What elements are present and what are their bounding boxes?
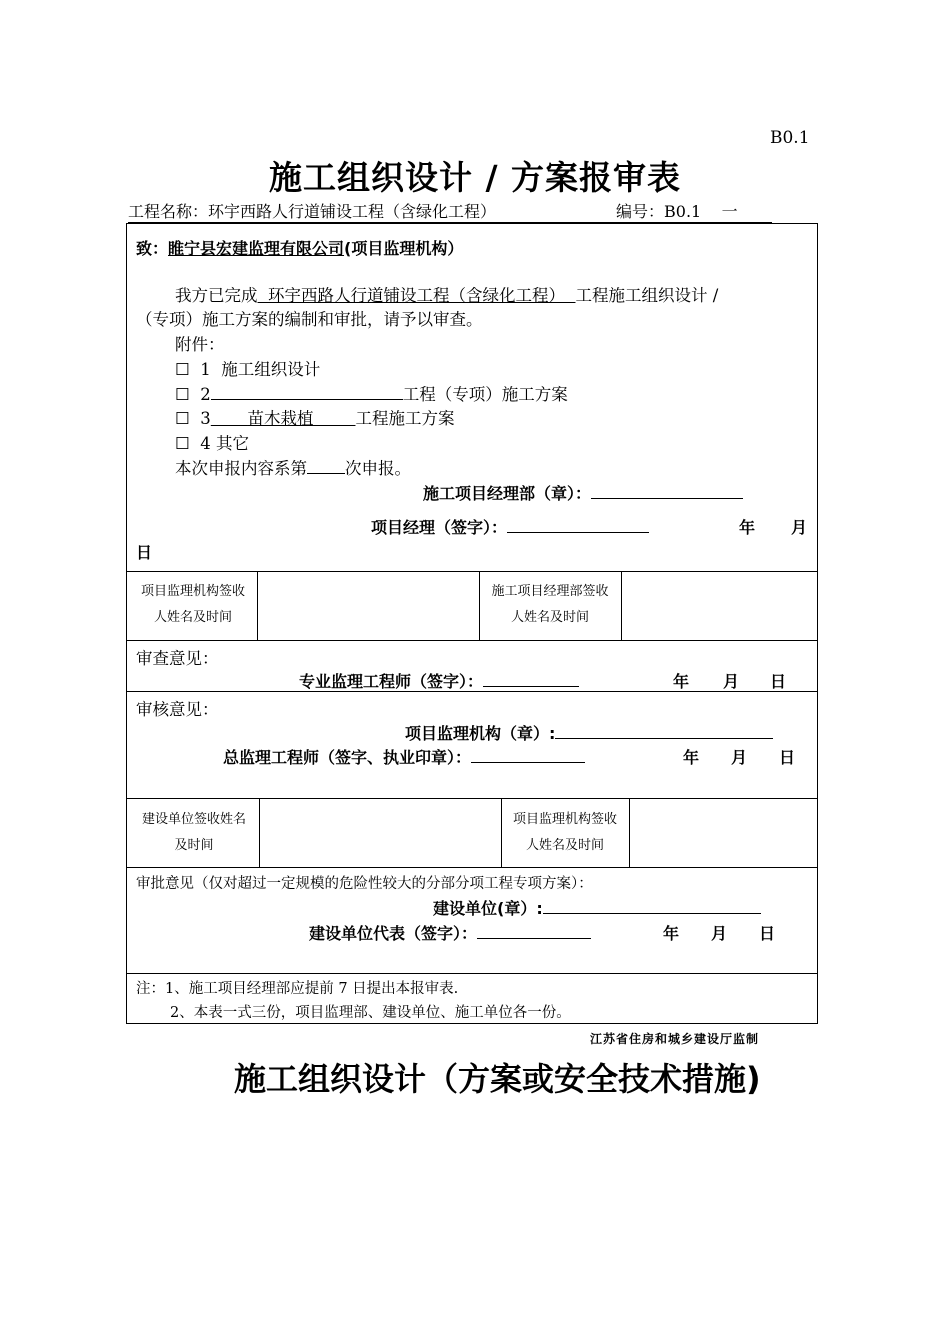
project-line (128, 202, 772, 223)
attachment-3 (175, 405, 454, 429)
receipt1-right-label: 施工项目经理部签收人姓名及时间 (491, 584, 609, 625)
project-number-suffix: 一 (721, 202, 738, 221)
approval-unit-label: 建设单位(章）: (433, 899, 543, 918)
approval-rep-blank[interactable] (477, 922, 591, 939)
project-number-label: 编号： (616, 202, 665, 221)
divider (127, 867, 817, 868)
audit-chief-blank[interactable] (471, 746, 585, 763)
attachment-4-text: 其它 (216, 434, 250, 453)
footer-issuer: 江苏省住房和城乡建设厅监制 (590, 1032, 760, 1046)
review-year: 年 (673, 672, 690, 691)
divider (629, 798, 630, 867)
body-line1-project: 环宇西路人行道铺设工程（含绿化工程） (268, 286, 565, 305)
attachment-2-num: 2 (200, 385, 211, 404)
second-title: 施工组织设计（方案或安全技术措施) (234, 1060, 761, 1098)
divider (127, 691, 817, 692)
receipt2-left-label: 建设单位签收姓名及时间 (141, 812, 246, 853)
audit-year: 年 (683, 748, 700, 767)
note-2: 2、本表一式三份，项目监理部、建设单位、施工单位各一份。 (170, 1005, 571, 1021)
addressee (136, 236, 463, 259)
approval-rep-label: 建设单位代表（签字）： (309, 924, 478, 943)
note-1: 注：1、施工项目经理部应提前 7 日提出本报审表. (136, 981, 459, 997)
form-title: 施工组织设计 / 方案报审表 (268, 158, 682, 197)
checkbox-icon[interactable]: ☐ (175, 385, 190, 404)
dept-seal (423, 481, 743, 504)
audit-org (405, 721, 773, 744)
body-line1-b: 工程施工组织设计 / (575, 286, 719, 305)
checkbox-icon[interactable]: ☐ (175, 409, 190, 428)
addressee-prefix: 致： (136, 239, 169, 258)
attachment-1 (175, 356, 320, 380)
divider (127, 640, 817, 641)
divider (127, 973, 817, 974)
project-number (616, 202, 738, 222)
manager-sign-blank[interactable] (507, 516, 649, 533)
approval-unit (433, 896, 761, 919)
project-name-value: 环宇西路人行道铺设工程（含绿化工程） (208, 202, 497, 221)
attachment-2-text: 工程（专项）施工方案 (402, 385, 568, 404)
submission-times-blank[interactable] (307, 457, 345, 474)
audit-chief (223, 745, 585, 768)
manager-sign-label: 项目经理（签字）： (371, 518, 508, 537)
attachment-2-blank[interactable] (211, 383, 403, 400)
approval-month: 月 (711, 924, 728, 943)
manager-month: 月 (791, 518, 808, 537)
divider (259, 798, 260, 867)
approval-year: 年 (663, 924, 680, 943)
addressee-suffix: (项目监理机构） (344, 239, 464, 258)
dept-seal-blank[interactable] (591, 482, 743, 499)
project-name-label: 工程名称： (128, 202, 209, 221)
audit-org-label: 项目监理机构（章）: (405, 724, 556, 743)
approval-label: 审批意见（仅对超过一定规模的危险性较大的分部分项工程专项方案）： (136, 876, 593, 892)
review-sign (299, 669, 579, 692)
submission-times (175, 455, 411, 479)
submission-times-b: 次申报。 (345, 459, 411, 478)
approval-form (126, 223, 818, 1024)
checkbox-icon[interactable]: ☐ (175, 434, 190, 453)
attachment-4-num: 4 (200, 434, 211, 453)
review-day: 日 (770, 672, 787, 691)
approval-day: 日 (759, 924, 776, 943)
attachment-1-num: 1 (200, 360, 211, 379)
approval-rep (309, 921, 591, 944)
receipt2-right-label: 项目监理机构签收人姓名及时间 (512, 812, 617, 853)
attachment-2 (175, 381, 568, 405)
attachment-4 (175, 430, 249, 454)
attachment-3-num: 3 (200, 409, 211, 428)
attachment-3-fill: 苗木栽植 (247, 409, 314, 428)
divider (257, 571, 258, 640)
review-sign-blank[interactable] (483, 670, 579, 687)
dept-seal-label: 施工项目经理部（章）： (423, 484, 592, 503)
body-line1-a: 我方已完成 (175, 286, 258, 305)
body-line1 (175, 282, 718, 306)
divider (127, 798, 817, 799)
attachments-label: 附件： (175, 335, 225, 354)
audit-month: 月 (731, 748, 748, 767)
submission-times-a: 本次申报内容系第 (175, 459, 307, 478)
audit-chief-label: 总监理工程师（签字、执业印章）： (223, 748, 472, 767)
review-month: 月 (723, 672, 740, 691)
form-code: B0.1 (770, 128, 810, 148)
addressee-org: 睢宁县宏建监理有限公司 (168, 239, 345, 258)
divider (479, 571, 480, 640)
attachment-3-text: 工程施工方案 (355, 409, 455, 428)
manager-day: 日 (136, 543, 153, 562)
audit-day: 日 (779, 748, 796, 767)
review-sign-label: 专业监理工程师（签字）： (299, 672, 484, 691)
divider (501, 798, 502, 867)
receipt1-left-label: 项目监理机构签收人姓名及时间 (140, 584, 245, 625)
project-number-value: B0.1 (664, 202, 702, 221)
attachment-1-text: 施工组织设计 (221, 360, 321, 379)
manager-year: 年 (739, 518, 756, 537)
audit-label: 审核意见： (136, 700, 219, 719)
manager-sign (371, 515, 649, 538)
checkbox-icon[interactable]: ☐ (175, 360, 190, 379)
audit-org-blank[interactable] (555, 722, 773, 739)
divider (621, 571, 622, 640)
divider (127, 571, 817, 572)
body-line2: （专项）施工方案的编制和审批，请予以审查。 (136, 310, 483, 329)
review-label: 审查意见： (136, 649, 219, 668)
approval-unit-blank[interactable] (543, 897, 761, 914)
